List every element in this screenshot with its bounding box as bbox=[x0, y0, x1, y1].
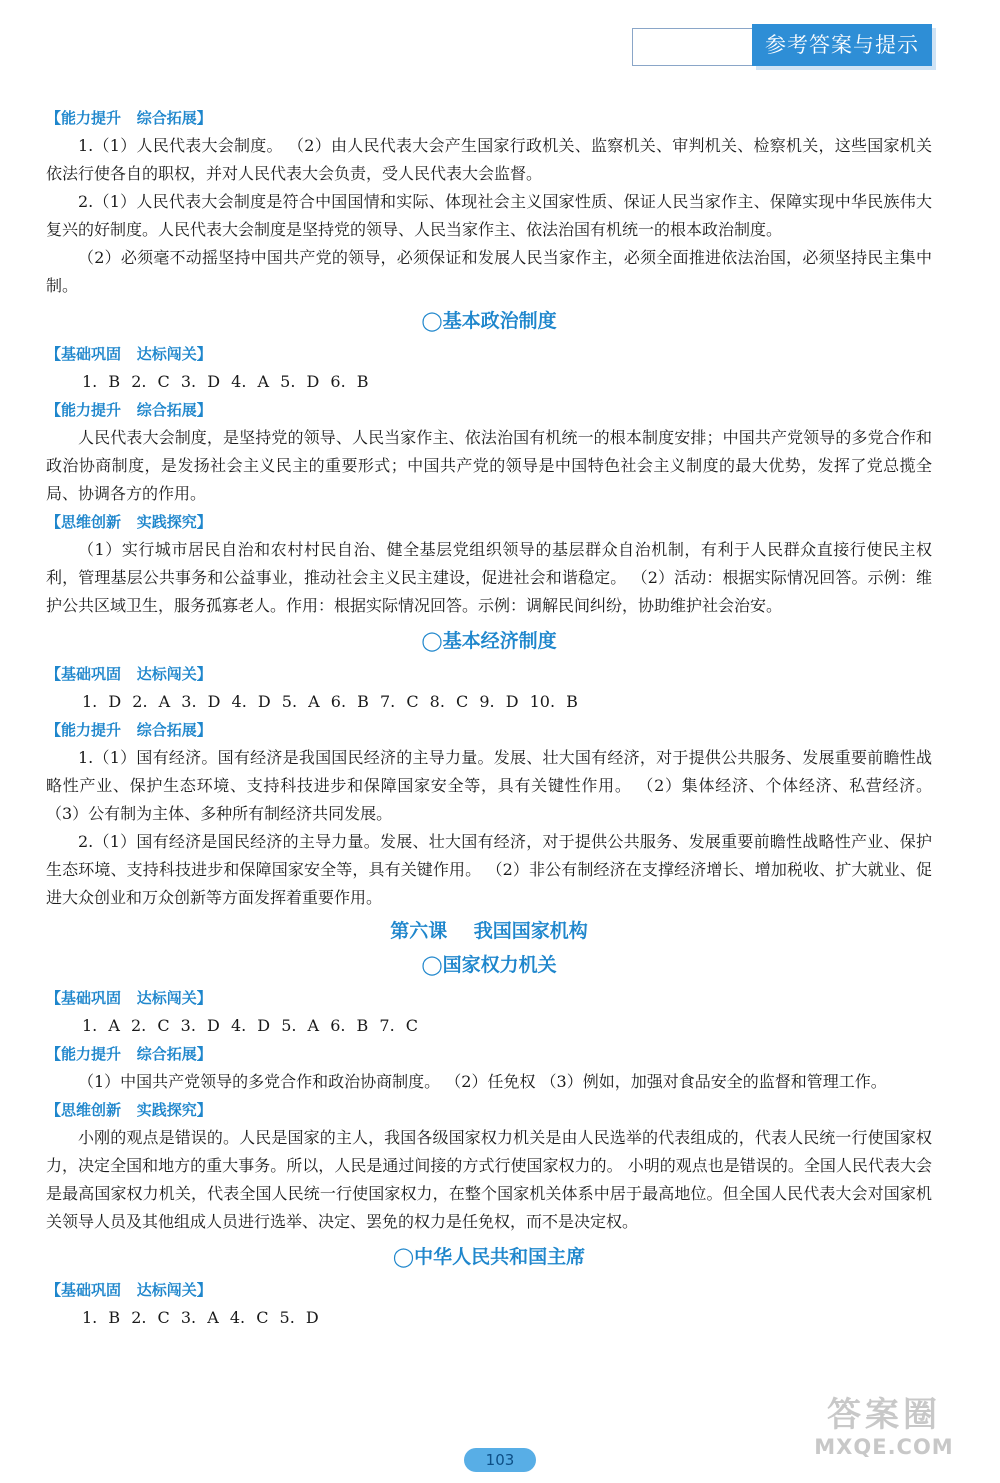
tag-nengli: 【能力提升 综合拓展】 bbox=[46, 1045, 212, 1063]
tag-nengli: 【能力提升 综合拓展】 bbox=[46, 401, 212, 419]
block1-p1: 1.（1）人民代表大会制度。 （2）由人民代表大会产生国家行政机关、监察机关、审判机关、检察机关，这些国家机关依法行使各自的职权，并对人民代表大会负责，受人民代表大会监督。 bbox=[46, 136, 932, 183]
block1-p3: （2）必须毫不动摇坚持中国共产党的领导，必须保证和发展人民当家作主，必须全面推进依法治国，必须坚持民主集中制。 bbox=[46, 248, 932, 295]
section-title-economy: ◯基本经济制度 bbox=[421, 630, 557, 652]
economy-p1: 1.（1）国有经济。国有经济是我国国民经济的主导力量。发展、壮大国有经济，对于提供公共服务、发展重要前瞻性战略性产业、保护生态环境、支持科技进步和保障国家安全等，具有关键性作用。 （2）集体经济、个体经济、私营经济。 （3）公有制为主体、多种所有制经济共同发展。 bbox=[46, 748, 932, 823]
watermark-bottom-text: MXQE.COM bbox=[814, 1435, 954, 1459]
block1-p2: 2.（1）人民代表大会制度是符合中国国情和实际、体现社会主义国家性质、保证人民当家作主、保障实现中华民族伟大复兴的好制度。人民代表大会制度是坚持党的领导、人民当家作主、依法治国有机统一的根本政治制度。 bbox=[46, 192, 932, 239]
economy-answers: 1. D 2. A 3. D 4. D 5. A 6. B 7. C 8. C 9. D 10. B bbox=[82, 692, 578, 711]
tag-nengli: 【能力提升 综合拓展】 bbox=[46, 721, 212, 739]
power-organ-siwei-paragraph: 小刚的观点是错误的。人民是国家的主人，我国各级国家权力机关是由人民选举的代表组成的，代表人民统一行使国家权力，决定全国和地方的重大事务。所以，人民是通过间接的方式行使国家权力的。 小明的观点也是错误的。全国人民代表大会是最高国家权力机关，代表全国人民统一行使国家权力，在整个国家机关体系中居于最高地位。但全国人民代表大会对国家机关领导人员及其他组成人员进行选举、决定、罢免的权力是任免权，而不是决定权。 bbox=[46, 1128, 932, 1231]
politics-nengli-paragraph: 人民代表大会制度，是坚持党的领导、人民当家作主、依法治国有机统一的根本制度安排；中国共产党领导的多党合作和政治协商制度，是发扬社会主义民主的重要形式；中国共产党的领导是中国特色社会主义制度的最大优势，发挥了党总揽全局、协调各方的作用。 bbox=[46, 428, 932, 503]
president-answers: 1. B 2. C 3. A 4. C 5. D bbox=[82, 1308, 319, 1327]
watermark-logo bbox=[794, 1395, 974, 1465]
tag-jichu: 【基础巩固 达标闯关】 bbox=[46, 1281, 212, 1299]
economy-p2: 2.（1）国有经济是国民经济的主导力量。发展、壮大国有经济，对于提供公共服务、发展重要前瞻性战略性产业、保护生态环境、支持科技进步和保障国家安全等，具有关键作用。 （2）非公有制经济在支撑经济增长、增加税收、扩大就业、促进大众创业和万众创新等方面发挥着重要作用。 bbox=[46, 832, 932, 907]
lesson-title: 第六课 我国国家机构 bbox=[390, 920, 588, 942]
header-blank-box bbox=[632, 28, 756, 66]
power-organ-answers: 1. A 2. C 3. D 4. D 5. A 6. B 7. C bbox=[82, 1016, 418, 1035]
tag-siwei: 【思维创新 实践探究】 bbox=[46, 1101, 212, 1119]
tag-jichu: 【基础巩固 达标闯关】 bbox=[46, 989, 212, 1007]
watermark-top-text: 答案圈 bbox=[827, 1395, 941, 1435]
section-title-politics: ◯基本政治制度 bbox=[421, 310, 557, 332]
page-content bbox=[46, 104, 932, 1332]
power-organ-nengli-paragraph: （1）中国共产党领导的多党合作和政治协商制度。 （2）任免权 （3）例如，加强对食品安全的监督和管理工作。 bbox=[78, 1072, 887, 1091]
tag-jichu: 【基础巩固 达标闯关】 bbox=[46, 665, 212, 683]
section-title-power-organ: ◯国家权力机关 bbox=[421, 954, 557, 976]
header-tab: 参考答案与提示 bbox=[752, 24, 932, 66]
page-number: 103 bbox=[464, 1448, 536, 1472]
tag-jichu: 【基础巩固 达标闯关】 bbox=[46, 345, 212, 363]
politics-answers: 1. B 2. C 3. D 4. A 5. D 6. B bbox=[82, 372, 369, 391]
section-title-president: ◯中华人民共和国主席 bbox=[392, 1246, 586, 1268]
tag-siwei: 【思维创新 实践探究】 bbox=[46, 513, 212, 531]
tag-nengli: 【能力提升 综合拓展】 bbox=[46, 109, 212, 127]
politics-siwei-paragraph: （1）实行城市居民自治和农村村民自治、健全基层党组织领导的基层群众自治机制，有利于人民群众直接行使民主权利，管理基层公共事务和公益事业，推动社会主义民主建设，促进社会和谐稳定。 （2）活动：根据实际情况回答。示例：维护公共区域卫生，服务孤寡老人。作用：根据实际情况回答。示例：调解民间纠纷，协助维护社会治安。 bbox=[46, 540, 932, 615]
